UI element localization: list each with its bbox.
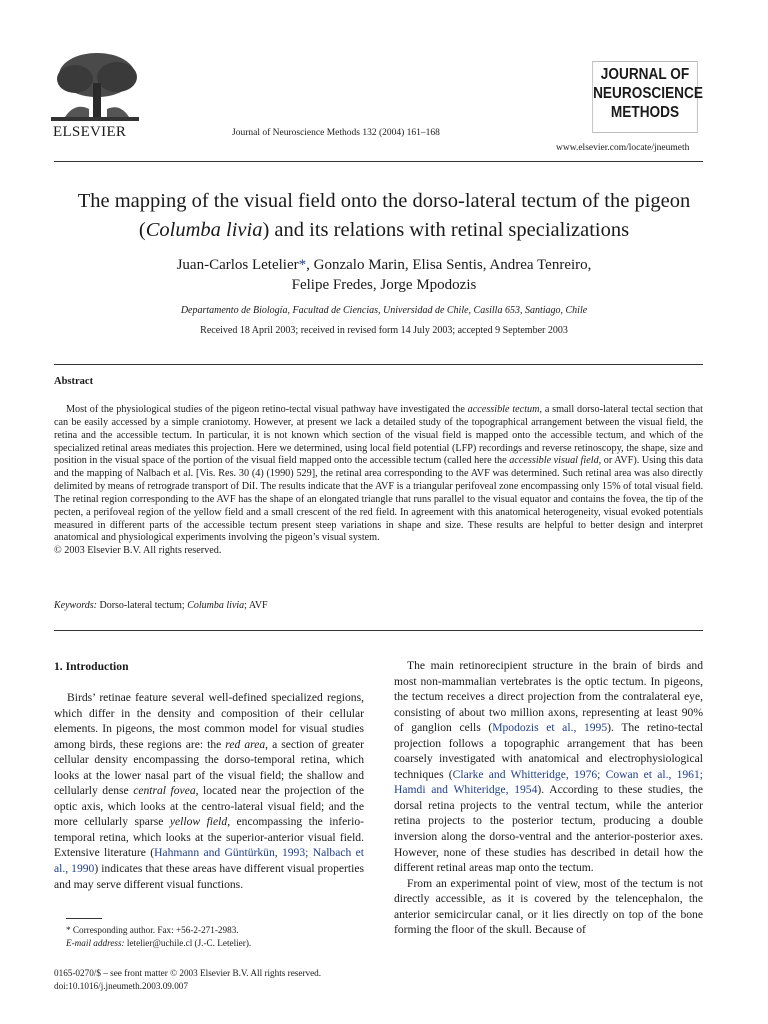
journal-logo-line: METHODS: [610, 104, 680, 121]
body-emphasis: central fovea: [133, 784, 196, 798]
author-list: [60, 255, 708, 295]
body-paragraph: [394, 658, 703, 876]
journal-citation: Journal of Neuroscience Methods 132 (2004) 161–168: [232, 128, 440, 138]
footnotes: [66, 924, 356, 950]
header-divider: [54, 161, 703, 162]
publisher-name: ELSEVIER: [53, 124, 127, 140]
author-names: Felipe Fredes, Jorge Mpodozis: [291, 277, 477, 293]
section-divider: [54, 364, 703, 365]
body-emphasis: red area: [225, 737, 266, 751]
email-address[interactable]: letelier@uchile.cl (J.-C. Letelier).: [124, 938, 252, 948]
doi-line[interactable]: doi:10.1016/j.jneumeth.2003.09.007: [54, 981, 188, 991]
section-heading: 1. Introduction: [54, 660, 129, 673]
body-paragraph: [54, 690, 364, 892]
citation-link[interactable]: Hahmann and Güntürkün, 1993; Nalbach et al., 1990: [54, 846, 365, 876]
body-text: The main retinorecipient structure in the brain of birds and most non-mammalian vertebrates is the optic tectum. In pigeons, the tectum receives a direct projection from the contralateral eye, consisting of about two million axons, representing at least 90% of ganglion cells (: [394, 659, 703, 735]
body-text: ). The retino-tectal projection follows a topographic arrangement that has been coarsely investigated with anatomical and electrophysiological techniques (: [394, 721, 703, 781]
keyword-text: Columba livia: [187, 600, 245, 611]
abstract-copyright: © 2003 Elsevier B.V. All rights reserved.: [54, 545, 222, 557]
body-text: ) indicates that these areas have different visual properties and may serve different visual functions.: [54, 862, 364, 891]
abstract-emphasis: accessible tectum: [467, 404, 540, 415]
body-text: , located near the projection of the optic axis, which looks at the centro-lateral visual field; and the more cellularly sparse: [54, 784, 364, 829]
title-text: The mapping of the visual field onto the dorso-lateral tectum of the pigeon (: [77, 190, 691, 241]
journal-logo: [592, 61, 703, 133]
keyword-text: Dorso-lateral tectum;: [96, 600, 188, 611]
abstract-text: Most of the physiological studies of the pigeon retino-tectal visual pathway have investigated the: [66, 404, 468, 415]
title-text: ) and its relations with retinal specializations: [262, 219, 630, 241]
title-species: Columba livia: [145, 219, 263, 241]
citation-link[interactable]: Clarke and Whitteridge, 1976; Cowan et al., 1961; Hamdi and Whiteridge, 1954: [394, 767, 704, 797]
email-note: [66, 937, 356, 950]
abstract-text: , a small dorso-lateral tectal section that can be easily accessed by a simple craniotomy. However, at present we lack a detailed study of the topographical arrangement between the visual field, the retina and the accessible tectum. In particular, it is not known which section of the visual field is mapped onto the accessible tectum, and which of the specialized retinal areas mediates this projection. Here we determined, using local field potential (LFP) recordings and reverse retinoscopy, the shape, size and position in the visual space of the portion of the visual field mapped onto the accessible tectum (called here the: [54, 404, 703, 467]
article-title: [60, 187, 708, 245]
journal-url[interactable]: www.elsevier.com/locate/jneumeth: [556, 143, 690, 153]
abstract-emphasis: accessible visual field: [509, 455, 599, 467]
body-paragraph: From an experimental point of view, most of the tectum is not directly accessible, as it is covered by the telencephalon, the anterior semicircular canal, or it lies directly on top of the bone forming the floor of the skull. Because of: [394, 876, 703, 937]
email-label: E-mail address:: [66, 938, 125, 948]
corresponding-author-note: * Corresponding author. Fax: +56-2-271-2983.: [66, 925, 239, 935]
issn-line: 0165-0270/$ – see front matter © 2003 Elsevier B.V. All rights reserved.: [54, 968, 322, 978]
corresponding-author-marker[interactable]: *: [298, 257, 307, 273]
abstract-heading: Abstract: [54, 376, 94, 387]
abstract-body: [54, 404, 703, 558]
right-column: [394, 658, 703, 938]
keyword-text: ; AVF: [244, 600, 268, 611]
abstract-paragraph: [54, 404, 703, 545]
keywords: [54, 600, 268, 611]
journal-logo-line: JOURNAL OF: [600, 66, 690, 83]
keywords-label: Keywords:: [54, 600, 97, 611]
abstract-text: , or AVF). Using this data and the mapping of Nalbach et al. [Vis. Res. 30 (4) (1990) 529], the retinal area corresponding to the AVF was determined. Such retinal area was also directly delimited by means of retrograde transport of DiI. The results indicate that the AVF is a triangular perifoveal zone encompassing only 15% of total visual field. The retinal region corresponding to the AVF has the shape of an elongated triangle that runs parallel to the visual equator and contains the fovea, the tip of the pecten, a perifoveal region of the yellow field and a small crescent of the red field. In agreement with this anatomical heterogeneity, visual evoked potentials measured in different parts of the accessible tectum present steep variations in shape and size. These results are helpful to better design and interpret anatomical and physiological experiments involving the pigeon’s visual system.: [54, 455, 703, 544]
publication-info: [54, 967, 374, 993]
body-text: Birds’ retinae feature several well-defined specialized regions, which differ in the density and composition of their cellular elements. In pigeons, the most common model for visual studies among birds, these regions are: the: [54, 691, 364, 751]
body-text: ). According to these studies, the dorsal retina projects to the ventral tectum, while the anterior retina projects to the posterior tectum, producing a double inversion along the dorso-ventral and the anterior-posterior axes. However, none of these studies has described in detail how the different retinal areas map onto the tectum.: [394, 783, 703, 875]
affiliation: Departamento de Biología, Facultad de Ciencias, Universidad de Chile, Casilla 653, Santiago, Chile: [180, 305, 588, 316]
citation-link[interactable]: Mpodozis et al., 1995: [492, 721, 608, 735]
received-dates: Received 18 April 2003; received in revised form 14 July 2003; accepted 9 September 2003: [200, 325, 568, 336]
elsevier-tree-logo: [45, 47, 145, 125]
body-text: , encompassing the inferio-temporal retina, which looks at the superior-anterior visual field. Extensive literature (: [54, 815, 364, 860]
body-text: , a section of greater cellular density encompassing the dorso-temporal retina, which looks at the lower nasal part of the visual field; the shallow and cellularly dense: [54, 737, 364, 798]
body-emphasis: yellow field: [169, 815, 228, 829]
journal-logo-line: NEUROSCIENCE: [593, 85, 703, 102]
section-divider: [54, 630, 703, 631]
author-names: , Gonzalo Marin, Elisa Sentis, Andrea Tenreiro,: [306, 257, 592, 273]
author-name: Juan-Carlos Letelier: [176, 257, 299, 273]
left-column: [54, 690, 364, 892]
footnote-divider: [66, 918, 102, 919]
